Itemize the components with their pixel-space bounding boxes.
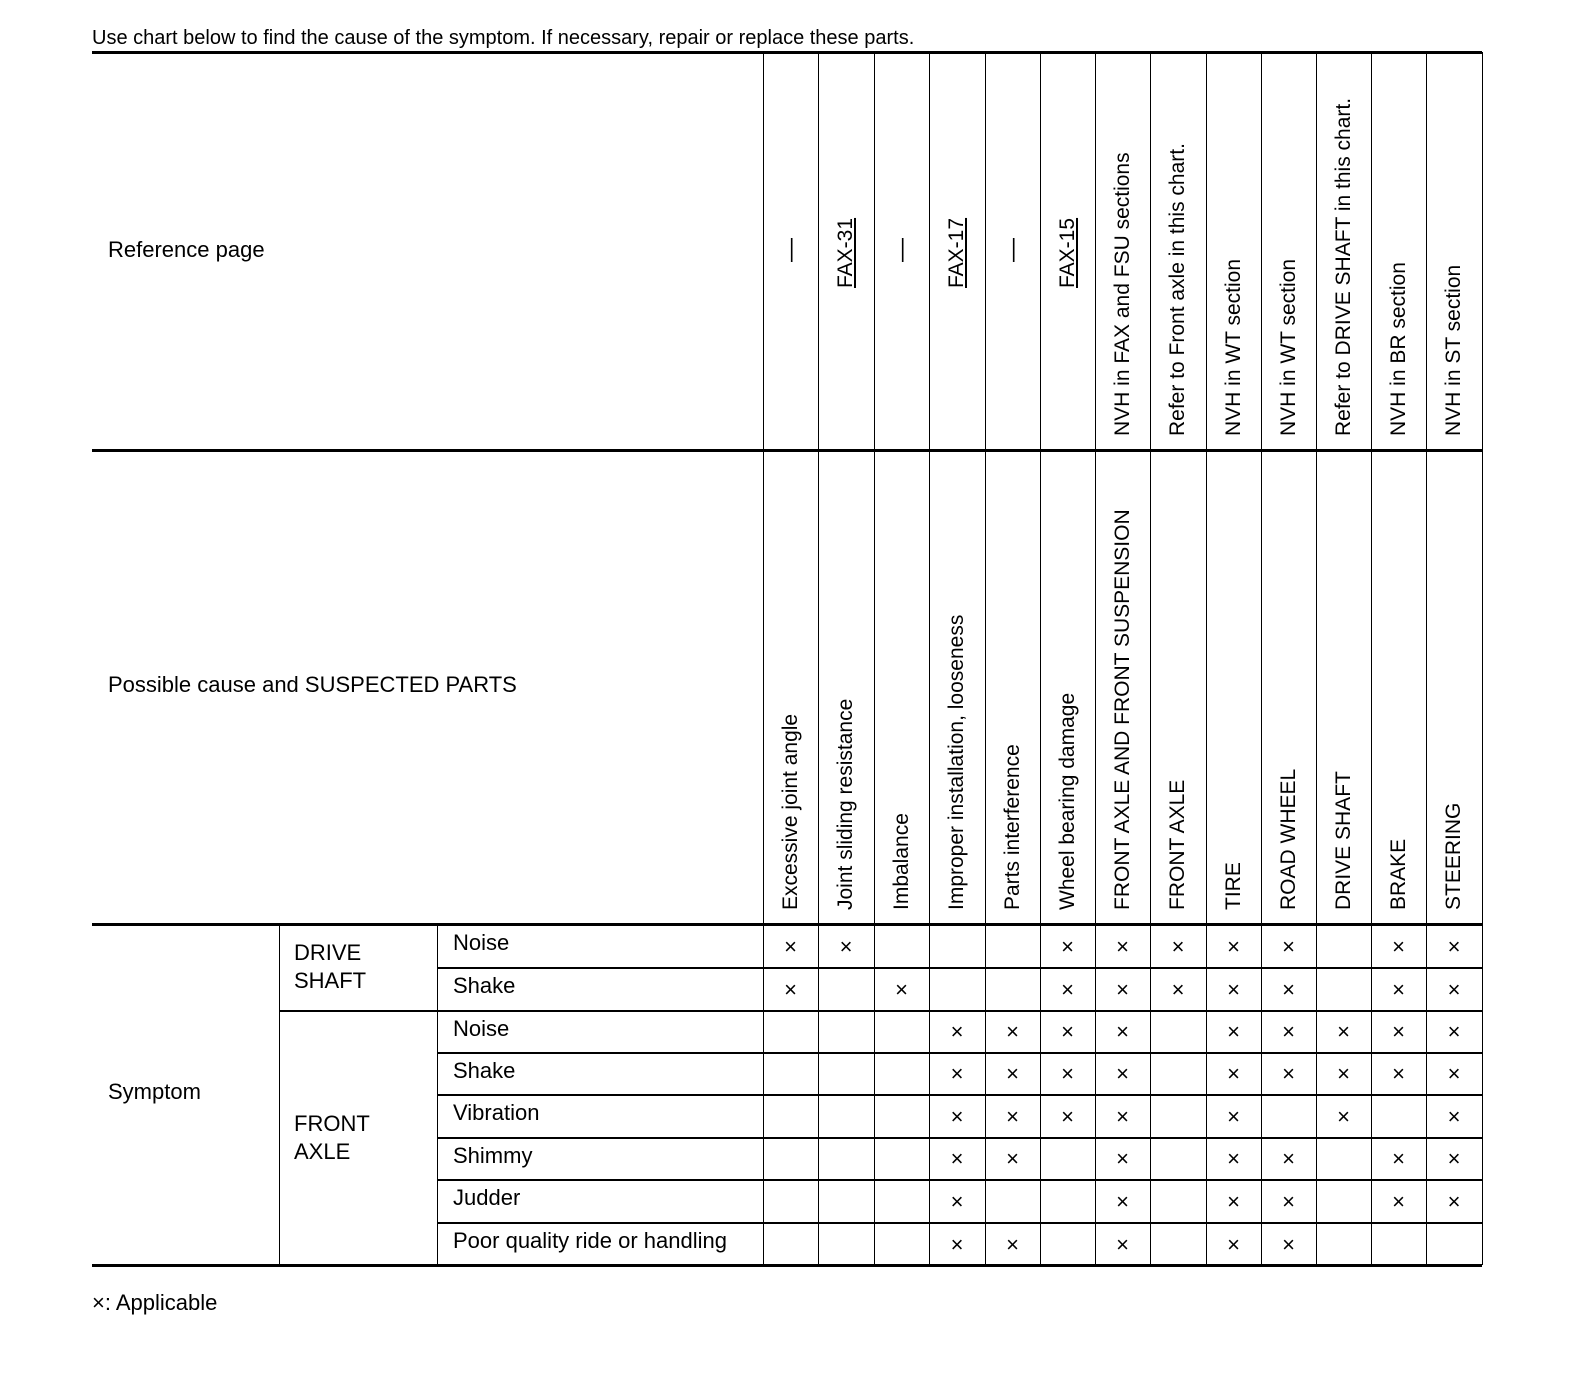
reference-text: NVH in FAX and FSU sections — [1110, 152, 1134, 436]
applicable-mark: × — [1392, 1188, 1405, 1214]
applicable-mark: × — [1116, 1061, 1129, 1086]
reference-text: — — [887, 238, 915, 262]
applicable-mark: × — [1392, 933, 1405, 959]
applicable-mark: × — [1282, 1146, 1295, 1171]
row-divider — [437, 1052, 1482, 1054]
applicable-mark: × — [784, 933, 797, 959]
applicable-mark: × — [1447, 1146, 1461, 1171]
applicable-mark: × — [1061, 1019, 1074, 1044]
cause-label: Excessive joint angle — [778, 713, 802, 910]
applicable-mark: × — [1006, 1103, 1019, 1129]
reference-link[interactable]: FAX-15 — [1055, 217, 1079, 288]
reference-text: NVH in WT section — [1221, 259, 1245, 436]
row-divider — [437, 1137, 1482, 1139]
applicable-mark: × — [1227, 1146, 1240, 1171]
reference-text: NVH in ST section — [1442, 264, 1465, 436]
applicable-mark: × — [1116, 933, 1129, 959]
applicable-mark: × — [895, 976, 908, 1002]
applicable-mark: × — [1337, 1019, 1350, 1044]
applicable-mark: × — [1447, 1019, 1461, 1044]
applicable-mark: × — [1392, 976, 1405, 1002]
applicable-mark: × — [950, 1188, 964, 1214]
applicable-mark: × — [1227, 1188, 1240, 1214]
cause-label: DRIVE SHAFT — [1331, 771, 1355, 910]
column-divider — [763, 52, 765, 1265]
symptom-name: Noise — [453, 930, 510, 955]
group-label: FRONT AXLE — [294, 1110, 370, 1164]
applicable-mark: × — [1282, 1231, 1295, 1257]
reference-text: Refer to DRIVE SHAFT in this chart. — [1331, 97, 1355, 436]
cause-label: BRAKE — [1386, 838, 1410, 910]
rule-thick — [92, 51, 1482, 54]
group-divider — [279, 924, 281, 1265]
applicable-mark: × — [1227, 933, 1240, 959]
applicable-mark: × — [1227, 1103, 1240, 1129]
possible-cause-label: Possible cause and SUSPECTED PARTS — [108, 672, 517, 697]
reference-text: Refer to Front axle in this chart. — [1166, 143, 1189, 436]
cause-label: Imbalance — [889, 813, 913, 910]
applicable-mark: × — [1006, 1061, 1019, 1086]
applicable-mark: × — [1116, 1231, 1129, 1257]
applicable-mark: × — [1171, 933, 1185, 959]
cause-label: Improper installation, looseness — [945, 614, 968, 910]
applicable-mark: × — [950, 1019, 964, 1044]
symptom-name: Noise — [453, 1016, 510, 1041]
reference-page-label: Reference page — [108, 237, 265, 262]
cause-label: Joint sliding resistance — [834, 698, 857, 910]
group-label: DRIVE SHAFT — [294, 940, 367, 993]
applicable-mark: × — [1337, 1061, 1350, 1086]
applicable-mark: × — [1061, 976, 1074, 1002]
applicable-mark: × — [1227, 1231, 1240, 1257]
cause-label: FRONT AXLE — [1166, 779, 1189, 910]
applicable-mark: × — [1282, 1061, 1295, 1086]
applicable-mark: × — [784, 976, 797, 1002]
applicable-mark: × — [1227, 1019, 1240, 1044]
rule-thick — [92, 923, 1482, 926]
applicable-mark: × — [1006, 1231, 1019, 1257]
applicable-mark: × — [1282, 933, 1295, 959]
applicable-mark: × — [1171, 976, 1185, 1002]
symptom-label: Symptom — [108, 1079, 201, 1104]
applicable-mark: × — [1282, 1188, 1295, 1214]
symptom-name: Shake — [453, 973, 516, 998]
applicable-mark: × — [1116, 1188, 1129, 1214]
symptom-name: Shimmy — [453, 1143, 533, 1168]
applicable-mark: × — [1116, 1019, 1129, 1044]
column-divider — [818, 52, 820, 1265]
applicable-mark: × — [950, 1103, 964, 1129]
applicable-mark: × — [1116, 976, 1129, 1002]
column-divider — [874, 52, 876, 1265]
legend: ×: Applicable — [92, 1290, 218, 1315]
rule-thick — [92, 1264, 1482, 1267]
cause-label: FRONT AXLE AND FRONT SUSPENSION — [1110, 509, 1134, 910]
cause-label: ROAD WHEEL — [1276, 768, 1300, 910]
applicable-mark: × — [1116, 1103, 1129, 1129]
reference-text: NVH in BR section — [1386, 262, 1410, 436]
applicable-mark: × — [950, 1231, 964, 1257]
symptom-name: Judder — [453, 1185, 521, 1210]
row-divider — [279, 1010, 1482, 1012]
reference-text: — — [776, 238, 804, 262]
applicable-mark: × — [1006, 1019, 1019, 1044]
applicable-mark: × — [1227, 1061, 1240, 1086]
row-divider — [437, 1222, 1482, 1224]
applicable-mark: × — [1337, 1103, 1350, 1129]
applicable-mark: × — [1061, 1103, 1074, 1129]
applicable-mark: × — [1006, 1146, 1019, 1171]
applicable-mark: × — [1227, 976, 1240, 1002]
applicable-mark: × — [1392, 1061, 1405, 1086]
row-divider — [437, 967, 1482, 969]
cause-label: Parts interference — [1000, 744, 1024, 910]
cause-label: Wheel bearing damage — [1055, 692, 1079, 910]
applicable-mark: × — [1061, 1061, 1074, 1086]
applicable-mark: × — [1392, 1019, 1405, 1044]
applicable-mark: × — [1447, 933, 1461, 959]
reference-link[interactable]: FAX-31 — [834, 217, 857, 288]
instruction-text: Use chart below to find the cause of the symptom. If necessary, repair or replace these parts. — [92, 27, 915, 49]
applicable-mark: × — [1447, 976, 1461, 1002]
symptom-name: Vibration — [453, 1100, 540, 1125]
applicable-mark: × — [950, 1061, 964, 1086]
row-divider — [437, 1179, 1482, 1181]
applicable-mark: × — [1282, 976, 1295, 1002]
applicable-mark: × — [1282, 1019, 1295, 1044]
applicable-mark: × — [1447, 1103, 1461, 1129]
applicable-mark: × — [1392, 1146, 1405, 1171]
rule-thick — [92, 449, 1482, 452]
applicable-mark: × — [839, 933, 853, 959]
reference-link[interactable]: FAX-17 — [945, 217, 968, 288]
symptom-name: Poor quality ride or handling — [453, 1228, 727, 1253]
applicable-mark: × — [1061, 933, 1074, 959]
applicable-mark: × — [950, 1146, 964, 1171]
symptom-name: Shake — [453, 1058, 516, 1083]
applicable-mark: × — [1447, 1061, 1461, 1086]
cause-label: STEERING — [1442, 802, 1465, 910]
applicable-mark: × — [1116, 1146, 1129, 1171]
reference-text: — — [998, 238, 1026, 262]
row-divider — [437, 1094, 1482, 1096]
applicable-mark: × — [1447, 1188, 1461, 1214]
cause-label: TIRE — [1221, 862, 1245, 910]
reference-text: NVH in WT section — [1276, 259, 1300, 436]
